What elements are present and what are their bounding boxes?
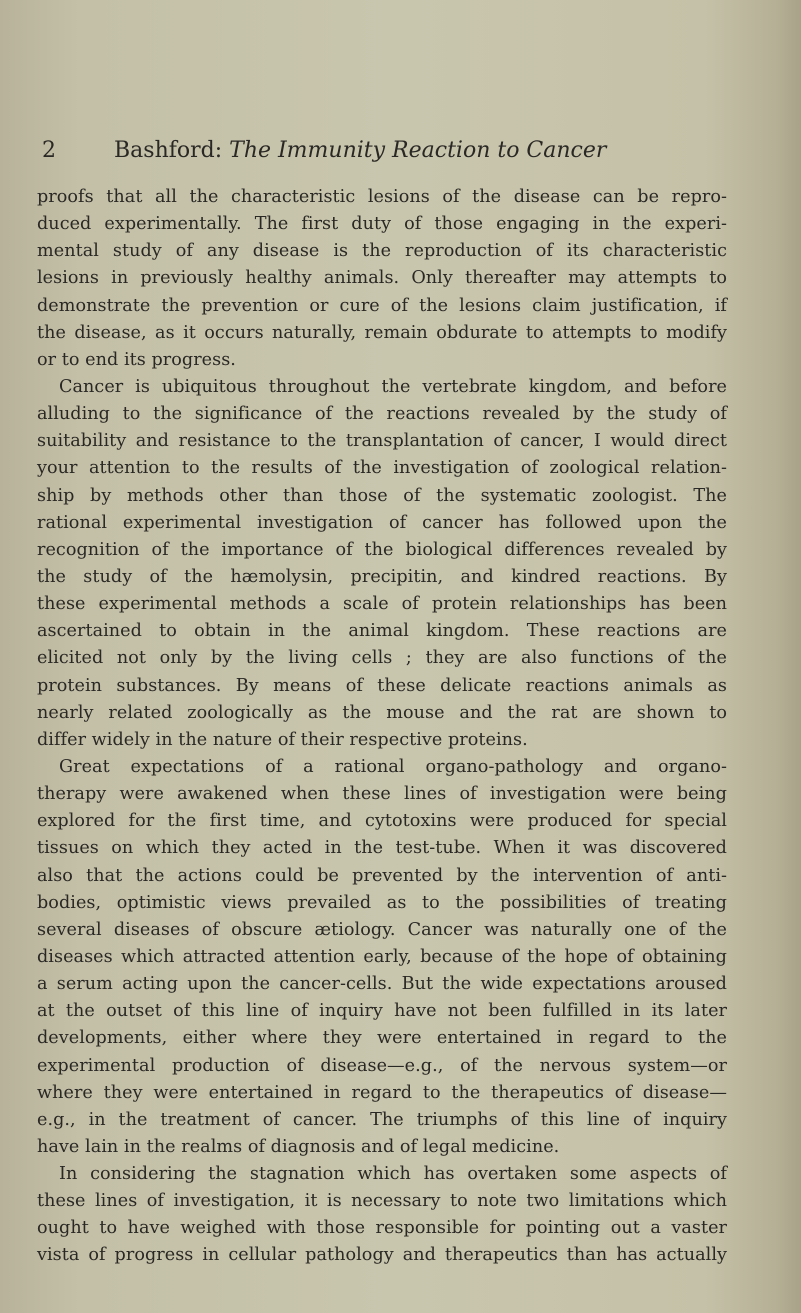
- text-line: at the outset of this line of inquiry have not been fulfilled in its later: [37, 1001, 727, 1022]
- paragraph-first-line: Cancer is ubiquitous throughout the vertebrate kingdom, and before: [59, 376, 727, 397]
- text-line: duced experimentally. The first duty of those engaging in the experi-: [37, 214, 727, 235]
- text-line: several diseases of obscure ætiology. Cancer was naturally one of the: [37, 919, 727, 940]
- text-line: proofs that all the characteristic lesions of the disease can be repro-: [37, 187, 727, 207]
- text-line: lesions in previously healthy animals. Only thereafter may attempts to: [37, 268, 727, 289]
- text-line: nearly related zoologically as the mouse and the rat are shown to: [37, 702, 727, 723]
- work-title: The Immunity Reaction to Cancer: [229, 138, 607, 163]
- running-head-title: [114, 136, 606, 166]
- text-line: experimental production of disease—e.g., of the nervous system—or: [37, 1055, 727, 1076]
- text-line: therapy were awakened when these lines of investigation were being: [37, 784, 727, 805]
- title-separator: :: [214, 138, 230, 163]
- text-line: suitability and resistance to the transplantation of cancer, I would direct: [37, 431, 727, 452]
- text-line: the disease, as it occurs naturally, remain obdurate to attempts to modify: [37, 322, 727, 343]
- text-line: these lines of investigation, it is necessary to note two limitations which: [37, 1191, 727, 1212]
- text-line: the study of the hæmolysin, precipitin, and kindred reactions. By: [37, 566, 727, 587]
- paragraph-first-line: Great expectations of a rational organo-pathology and organo-: [59, 756, 727, 777]
- text-line: elicited not only by the living cells ; they are also functions of the: [37, 648, 727, 669]
- running-head: [42, 136, 662, 166]
- page-number: 2: [42, 138, 56, 163]
- text-line: your attention to the results of the investigation of zoological relation-: [37, 458, 727, 479]
- text-line: e.g., in the treatment of cancer. The triumphs of this line of inquiry: [37, 1109, 727, 1130]
- text-line: tissues on which they acted in the test-tube. When it was discovered: [37, 838, 727, 859]
- text-line: mental study of any disease is the reproduction of its characteristic: [37, 241, 727, 262]
- text-line: bodies, optimistic views prevailed as to the possibilities of treating: [37, 892, 727, 913]
- text-line: alluding to the significance of the reactions revealed by the study of: [37, 404, 727, 425]
- text-line: demonstrate the prevention or cure of the lesions claim justification, if: [37, 295, 727, 316]
- text-line: vista of progress in cellular pathology and therapeutics than has actually: [37, 1245, 727, 1266]
- text-line: these experimental methods a scale of protein relationships has been: [37, 594, 727, 615]
- text-line: ascertained to obtain in the animal kingdom. These reactions are: [37, 621, 727, 642]
- text-line: protein substances. By means of these delicate reactions animals as: [37, 675, 727, 696]
- text-line: rational experimental investigation of cancer has followed upon the: [37, 512, 727, 533]
- text-line: diseases which attracted attention early, because of the hope of obtaining: [37, 946, 727, 967]
- author-name: Bashford: [114, 138, 215, 163]
- paragraph-first-line: In considering the stagnation which has overtaken some aspects of: [59, 1164, 727, 1185]
- text-line: also that the actions could be prevented by the intervention of anti-: [37, 865, 727, 886]
- text-line: developments, either where they were entertained in regard to the: [37, 1028, 727, 1049]
- text-line: ship by methods other than those of the systematic zoologist. The: [37, 485, 727, 506]
- text-line: have lain in the realms of diagnosis and of legal medicine.: [37, 1136, 560, 1157]
- text-line: ought to have weighed with those responsible for pointing out a vaster: [37, 1218, 727, 1239]
- text-line: differ widely in the nature of their respective proteins.: [37, 729, 528, 750]
- text-line: where they were entertained in regard to the therapeutics of disease—: [37, 1082, 727, 1103]
- text-line: explored for the first time, and cytotoxins were produced for special: [37, 811, 727, 832]
- text-line: or to end its progress.: [37, 349, 236, 370]
- body-text: [37, 184, 727, 1270]
- text-line: recognition of the importance of the biological differences revealed by: [37, 539, 727, 560]
- text-line: a serum acting upon the cancer-cells. But the wide expectations aroused: [37, 974, 727, 995]
